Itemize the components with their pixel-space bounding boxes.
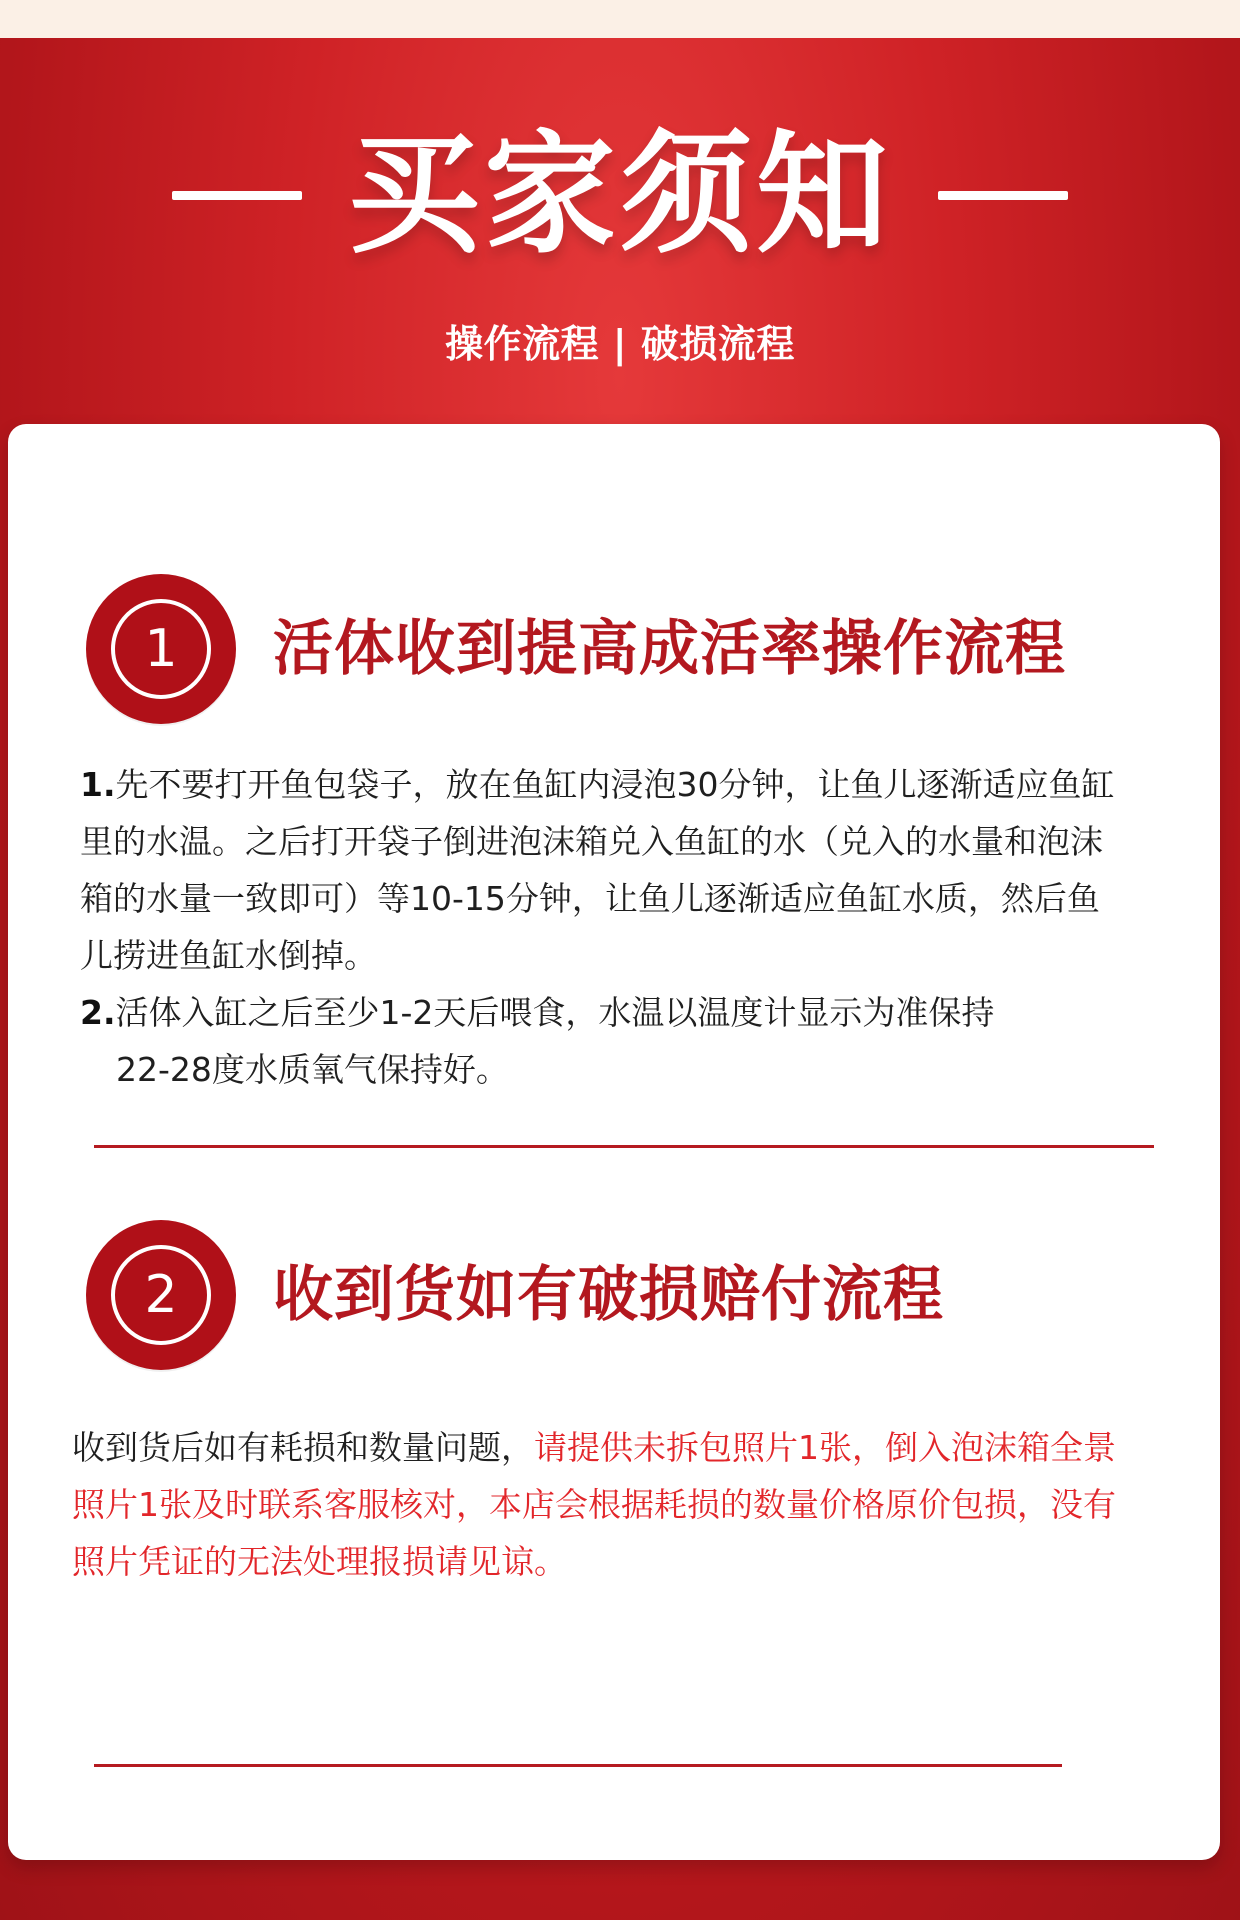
section-1-step-1-prefix: 1. [80,765,116,804]
page-subtitle: 操作流程 | 破损流程 [445,322,795,366]
section-1-step-1-line-4: 儿捞进鱼缸水倒掉。 [80,936,377,975]
section-1-step-2-line-1: 活体入缸之后至少1-2天后喂食，水温以温度计显示为准保持 [115,993,995,1032]
section-2 [8,1164,1220,1860]
section-2-body-highlight-2: 照片1张及时联系客服核对，本店会根据耗损的数量价格原价包损，没有 [72,1485,1116,1524]
section-1-divider [94,1145,1154,1148]
section-1-step-2 [80,984,1210,1098]
section-1-step-1-line-2: 里的水温。之后打开袋子倒进泡沫箱兑入鱼缸的水（兑入的水量和泡沫 [80,822,1103,861]
section-1-step-2-line-2: 22-28度水质氧气保持好。 [116,1050,509,1089]
section-1-title: 活体收到提高成活率操作流程 [273,614,1066,684]
section-1 [8,424,1220,1164]
section-2-number: 2 [111,1245,211,1345]
top-strip [0,0,1240,38]
section-2-body-normal: 收到货后如有耗损和数量问题， [72,1428,534,1467]
section-2-body-highlight-3: 照片凭证的无法处理报损请见谅。 [72,1542,567,1581]
section-2-number-badge [86,1220,236,1370]
section-1-step-1 [80,756,1210,984]
title-row [0,110,1240,280]
title-left-dash [172,191,302,200]
section-1-number: 1 [111,599,211,699]
page-title: 买家须知 [348,118,892,272]
section-1-step-1-line-1: 先不要打开鱼包袋子，放在鱼缸内浸泡30分钟，让鱼儿逐渐适应鱼缸 [115,765,1115,804]
section-1-body [80,756,1210,1098]
title-right-dash [938,191,1068,200]
section-1-step-2-prefix: 2. [80,993,116,1032]
content-card [8,424,1220,1860]
section-1-number-badge [86,574,236,724]
section-1-step-1-line-3: 箱的水量一致即可）等10-15分钟，让鱼儿逐渐适应鱼缸水质，然后鱼 [80,879,1100,918]
section-2-body-highlight-1: 请提供未拆包照片1张，倒入泡沫箱全景 [534,1428,1116,1467]
section-2-divider [94,1764,1062,1767]
header [0,90,1240,420]
section-2-body [72,1419,1192,1590]
section-2-title: 收到货如有破损赔付流程 [273,1260,944,1330]
